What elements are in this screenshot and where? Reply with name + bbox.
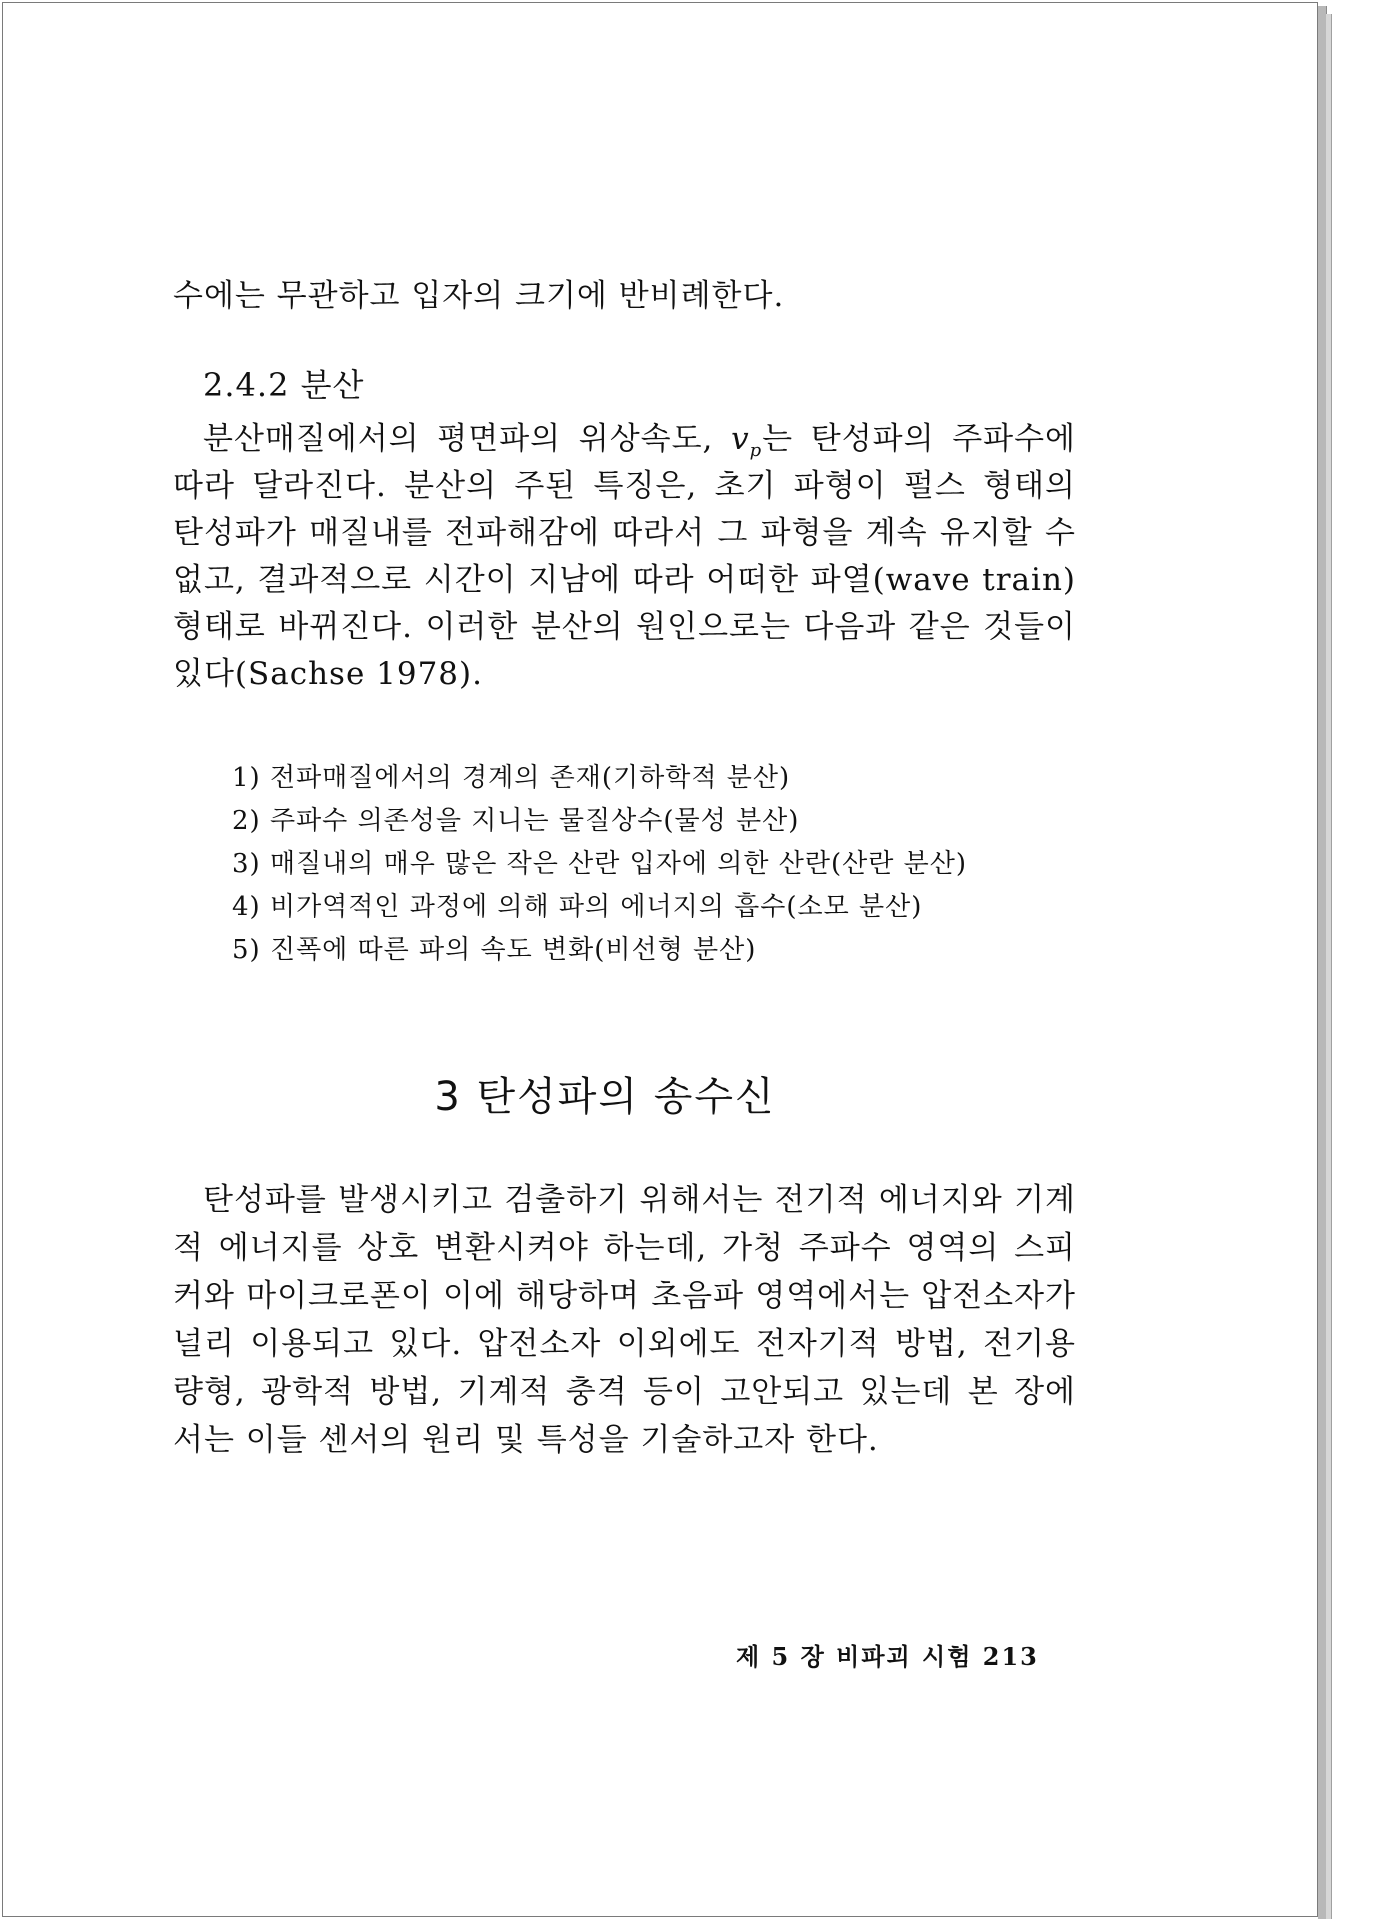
continuation-line: 수에는 무관하고 입자의 크기에 반비례한다. <box>173 278 785 314</box>
paragraph-line: 커와 마이크로폰이 이에 해당하며 초음파 영역에서는 압전소자가 <box>173 1278 1076 1314</box>
list-item: 5) 진폭에 따른 파의 속도 변화(비선형 분산) <box>232 935 757 965</box>
list-item: 4) 비가역적인 과정에 의해 파의 에너지의 흡수(소모 분산) <box>232 892 923 922</box>
paragraph-line: 널리 이용되고 있다. 압전소자 이외에도 전자기적 방법, 전기용 <box>173 1326 1076 1362</box>
section-heading: 2.4.2 분산 <box>203 366 365 404</box>
paragraph-line: 서는 이들 센서의 원리 및 특성을 기술하고자 한다. <box>173 1422 879 1458</box>
page-stack-edge-back <box>1326 14 1332 1919</box>
chapter-heading: 3 탄성파의 송수신 <box>434 1074 776 1120</box>
paragraph-line <box>203 413 1076 461</box>
list-item: 1) 전파매질에서의 경계의 존재(기하학적 분산) <box>232 763 791 793</box>
paragraph-text: 는 탄성파의 주파수에 <box>762 421 1076 457</box>
paragraph-line: 있다(Sachse 1978). <box>173 656 483 692</box>
paragraph-text: 분산매질에서의 평면파의 위상속도, <box>203 421 732 457</box>
paragraph-line: 적 에너지를 상호 변환시켜야 하는데, 가청 주파수 영역의 스피 <box>173 1230 1076 1266</box>
paragraph-line: 탄성파가 매질내를 전파해감에 따라서 그 파형을 계속 유지할 수 <box>173 515 1076 551</box>
paragraph-line: 량형, 광학적 방법, 기계적 충격 등이 고안되고 있는데 본 장에 <box>173 1374 1076 1410</box>
page-footer: 제 5 장 비파괴 시험 213 <box>736 1642 1039 1671</box>
list-item: 2) 주파수 의존성을 지니는 물질상수(물성 분산) <box>232 806 800 836</box>
paragraph-line: 따라 달라진다. 분산의 주된 특징은, 초기 파형이 펄스 형태의 <box>173 468 1076 504</box>
list-item: 3) 매질내의 매우 많은 작은 산란 입자에 의한 산란(산란 분산) <box>232 849 968 879</box>
paragraph-line: 탄성파를 발생시키고 검출하기 위해서는 전기적 에너지와 기계 <box>203 1182 1076 1218</box>
phase-velocity-symbol: $v_p$ <box>731 421 763 462</box>
paragraph-line: 형태로 바뀌진다. 이러한 분산의 원인으로는 다음과 같은 것들이 <box>173 609 1076 645</box>
paragraph-line: 없고, 결과적으로 시간이 지남에 따라 어떠한 파열(wave train) <box>173 562 1076 598</box>
